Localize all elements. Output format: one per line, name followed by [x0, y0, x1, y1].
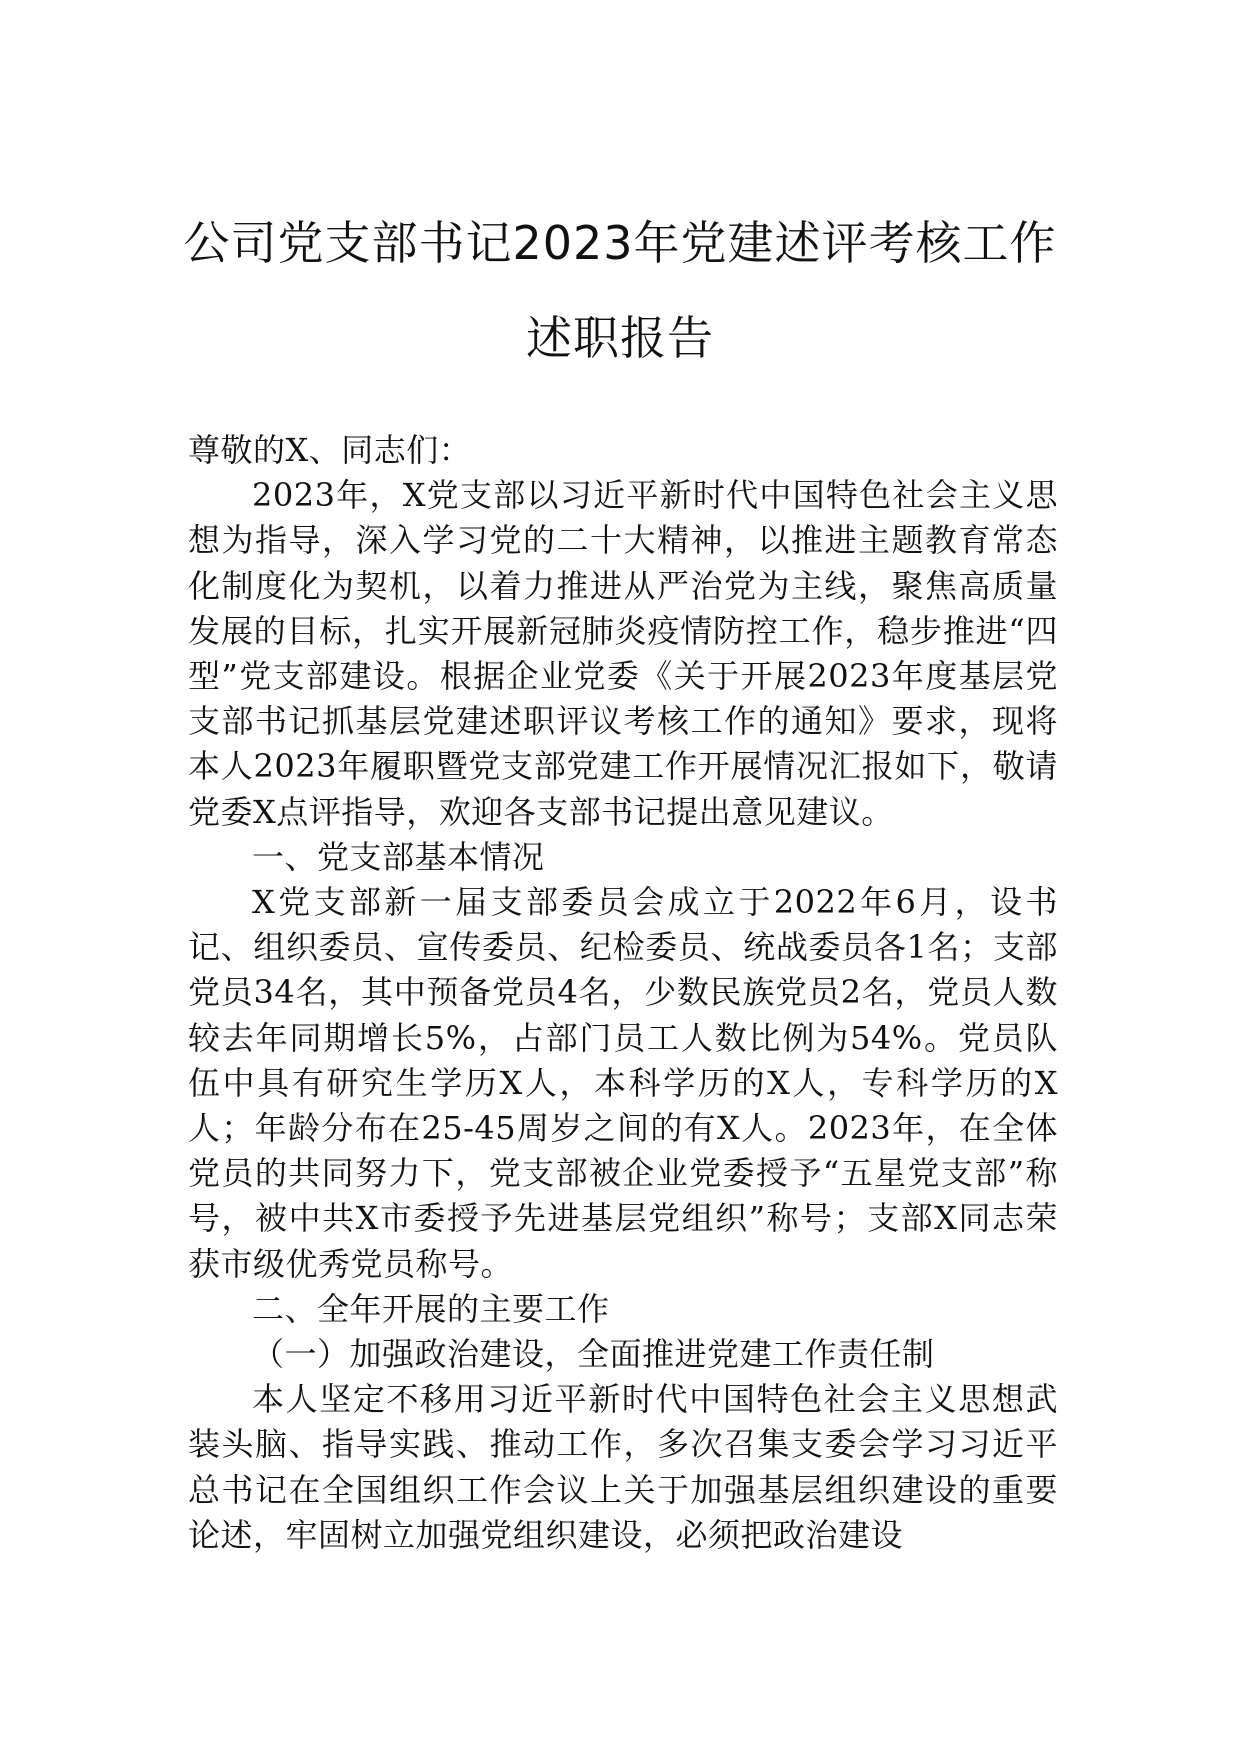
political-building-paragraph: 本人坚定不移用习近平新时代中国特色社会主义思想武装头脑、指导实践、推动工作，多次召集支委会学习习近平总书记在全国组织工作会议上关于加强基层组织建设的重要论述，牢固树立加强党组织建设，必须把政治建设	[188, 1380, 1058, 1554]
branch-overview-paragraph: X党支部新一届支部委员会成立于2022年6月，设书记、组织委员、宣传委员、纪检委员、统战委员各1名；支部党员34名，其中预备党员4名，少数民族党员2名，党员人数较去年同期增长5%，占部门员工人数比例为54%。党员队伍中具有研究生学历X人，本科学历的X人，专科学历的X人；年龄分布在25-45周岁之间的有X人。2023年，在全体党员的共同努力下，党支部被企业党委授予“五星党支部”称号，被中共X市委授予先进基层党组织”称号；支部X同志荣获市级优秀党员称号。	[188, 883, 1058, 1283]
document-body	[188, 428, 1058, 1558]
document-title-line-2: 述职报告	[526, 311, 714, 365]
subsection-heading-1: （一）加强政治建设，全面推进党建工作责任制	[252, 1335, 935, 1374]
salutation: 尊敬的X、同志们：	[188, 431, 472, 469]
document-title-line-1: 公司党支部书记2023年党建述评考核工作	[183, 216, 1057, 270]
section-heading-1: 一、党支部基本情况	[252, 837, 545, 876]
intro-paragraph: 2023年，X党支部以习近平新时代中国特色社会主义思想为指导，深入学习党的二十大精神，以推进主题教育常态化制度化为契机，以着力推进从严治党为主线，聚焦高质量发展的目标，扎实开展新冠肺炎疫情防控工作，稳步推进“四型”党支部建设。根据企业党委《关于开展2023年度基层党支部书记抓基层党建述职评议考核工作的通知》要求，现将本人2023年履职暨党支部党建工作开展情况汇报如下，敬请党委X点评指导，欢迎各支部书记提出意见建议。	[188, 476, 1058, 831]
section-heading-2: 二、全年开展的主要工作	[252, 1289, 610, 1328]
